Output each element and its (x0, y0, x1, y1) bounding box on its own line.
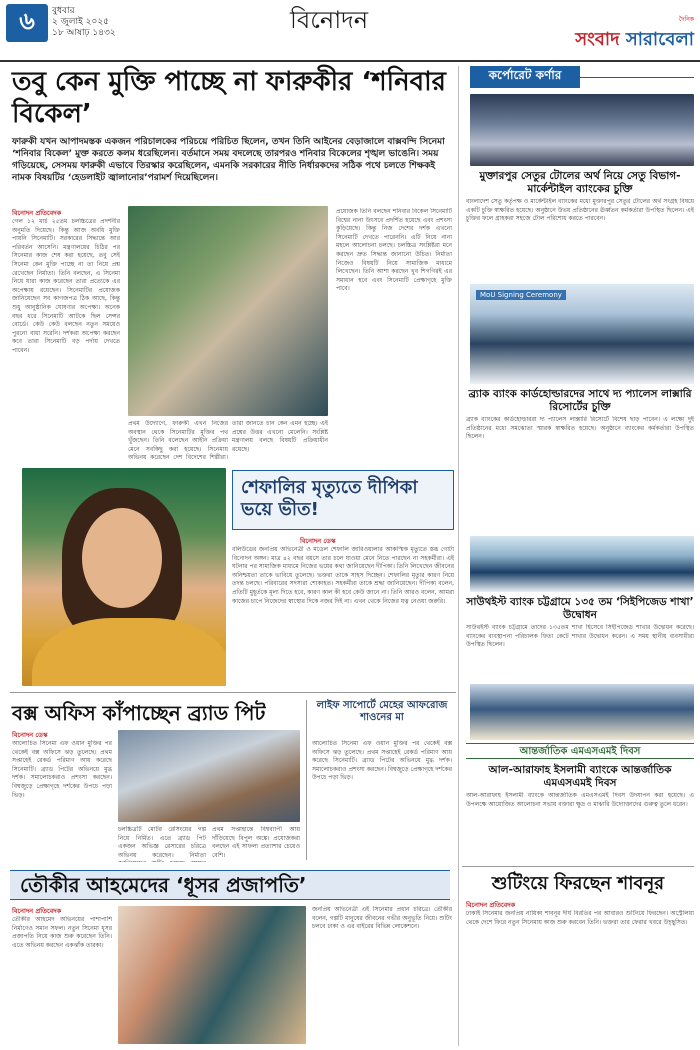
lead-headline: তবু কেন মুক্তি পাচ্ছে না ফারুকীর ‘শনিবার বিকেল’ (12, 67, 446, 129)
alarafah-photo (470, 684, 694, 740)
brad-col-3: প্রথম সপ্তাহান্তে বিশ্বব্যাপী আয় দাঁড়িয়েছে বিপুল অঙ্কে। প্রযোজকরা বলছেন এই সাফল্য প্রত্যাশার চেয়েও বেশি। (212, 826, 300, 859)
deepika-photo (22, 468, 226, 686)
story3-headline: সাউথইস্ট ব্যাংক চট্টগ্রামে ১৩৫ তম ‘সিইপিজেড শাখা’ উদ্বোধন (466, 596, 694, 621)
story1-headline: মুক্তারপুর সেতুর টোলের অর্থ নিয়ে সেতু বিভাগ-মার্কেন্টাইল ব্যাংকের চুক্তি (479, 170, 681, 195)
dhushor-photo (118, 906, 306, 1044)
brad-col-2: চলচ্চিত্রটি মোটর রেসিংয়ের গল্প নিয়ে নির্মিত। এতে ব্র্যাড পিট একজন অভিজ্ঞ রেসারের চরিত্রে অভিনয় করেছেন। নির্মাতা (118, 826, 206, 859)
story4-headline: আল-আরাফাহ ইসলামী ব্যাংকে আন্তর্জাতিক এমএসএমই দিবস (488, 764, 672, 789)
mehr-headline: লাইফ সাপোর্টে মেহের আফরোজ শাওনের মা (316, 700, 448, 723)
face-shape (82, 508, 162, 608)
brad-col-4: আলোচিত সিনেমা এফ ওয়ান মুক্তির পর থেকেই বক্স অফিসে ঝড় তুলেছে। প্রথম সপ্তাহেই রেকর্ড পরিমাণ আয় করেছে সিনেমাটি। ব্র্যাড পিটের অভিনয়ে মুগ্ধ দর্শক। সমালোচকরাও প্রশংসা করছেন। বিশ্বজুড়ে প্রেক্ষাগৃহে দর্শকের উপচে পড়া ভিড়। (312, 740, 452, 782)
logo-brand-b: সারাবেলা (625, 29, 694, 50)
story4-body: আল-আরাফাহ ইসলামী ব্যাংকে আন্তর্জাতিক এমএসএমই দিবস উদযাপন করা হয়েছে। এ উপলক্ষে আয়োজিত আলোচনা সভায় বক্তারা ক্ষুদ্র ও মাঝারি উদ্যোক্তাদের গুরুত্ব তুলে ধরেন। (466, 792, 694, 808)
shabnur-headline: শুটিংয়ে ফিরছেন শাবনূর (491, 873, 665, 894)
corporate-line (580, 77, 694, 78)
southeast-photo (470, 536, 694, 592)
story2-headline: ব্র্যাক ব্যাংক কার্ডহোল্ডারদের সাথে দ্য প্যালেস লাক্সারি রিসোর্টের চুক্তি (468, 388, 692, 413)
deepika-body: বলিউডের জনপ্রিয় অভিনেত্রী ও মডেল শেফালি জারিওয়ালার আকস্মিক মৃত্যুতে স্তব্ধ গোটা বিনোদন অঙ্গন। মাত্র ৪২ বছর বয়সে তার চলে যাওয়া মেনে নিতে পারছেন না সহকর্মীরা। এই ঘটনার পর সামাজিক মাধ্যমে নিজের ভয়ের কথা জানিয়েছেন দীপিকা। তিনি লিখেছেন জীবনের অনিশ্চয়তা তাকে ভাবিয়ে তুলেছে। ভক্তরা তাকে সাহস দিচ্ছেন। শেফালির মৃত্যুর কারণ নিয়ে তদন্ত চলছে। পরিবারের সদস্যরা শোকাহত। সহকর্মীরা তাকে শ্রদ্ধা জানিয়েছেন। দীপিকা বলেন, প্রতিটি মুহূর্তকে মূল্য দিতে হবে, কারণ কাল কী হবে কেউ জানে না। তিনি আরও বলেন, আমরা কাজের চাপে নিজেদের স্বাস্থ্যের দিকে নজর দিই না। এখন থেকে নিজের যত্ন নেওয়া জরুরি। (232, 546, 454, 605)
shabnur-byline: বিনোদন প্রতিবেদক (466, 901, 516, 909)
lead-intro: ফারুকী যখন আপাদমস্তক একজন পরিচালকের পরিচয়ে পরিচিত ছিলেন, তখন তিনি আইনের বেড়াজালে বাক্সবন্দি সিনেমা ‘শনিবার বিকেল’ মুক্ত করতে কলম ধরেছিলেন। বর্তমানে সময় বদলেছে তারপরও শনিবার বিকেলের শৃঙ্খল ভাঙেনি। সময় গড়িয়েছে, সেসময় ফারুকী এভাবে তিরস্কার করেছিলেন, এমনকি সরকারের নীতি নির্ধারকদের সঠিক পথে চলতে শিক্ষকই নামক বিষয়টির ‘হেডলাইট জ্বালানোর’পরামর্শ দিয়েছিলেন। (12, 137, 445, 183)
divider (458, 66, 459, 1046)
story1-body: বাংলাদেশ সেতু কর্তৃপক্ষ ও মার্কেন্টাইল ব্যাংকের মধ্যে মুক্তারপুর সেতুর টোলের অর্থ সংগ্রহ বিষয়ে একটি চুক্তি স্বাক্ষরিত হয়েছে। অনুষ্ঠানে উভয় প্রতিষ্ঠানের ঊর্ধ্বতন কর্মকর্তারা উপস্থিত ছিলেন। এই চুক্তির ফলে গ্রাহকরা সহজে টোল পরিশোধ করতে পারবেন। (466, 198, 694, 223)
newspaper-logo (575, 14, 694, 56)
date-en: ২ জুলাই ২০২৫ (52, 17, 110, 27)
dhushor-col-2: জনপ্রিয় অভিনেত্রী এই সিনেমার প্রধান চরিত্রে। তৌকীর বলেন, গল্পটি মানুষের জীবনের গভীর অনুভূতি নিয়ে। শুটিং চলবে ঢাকা ও এর বাইরের বিভিন্ন লোকেশনে। (312, 906, 452, 931)
story3-body: সাউথইস্ট ব্যাংক চট্টগ্রামে তাদের ১৩৫তম শাখা হিসেবে সিইপিজেড শাখার উদ্বোধন করেছে। ব্যাংকের ব্যবস্থাপনা পরিচালক ফিতা কেটে শাখার উদ্বোধন করেন। এ সময় স্থানীয় ব্যবসায়ীরা উপস্থিত ছিলেন। (466, 624, 694, 649)
dhushor-headline: তৌকীর আহমেদের ‘ধূসর প্রজাপতি’ (20, 873, 307, 897)
lead-col-3: প্রথম উদ্যোগে, ফারুকী এখন নিজের অবস্থান থেকে সিনেমাটির মুক্তির পথ খুঁজছেন। তিনি বলেছেন আইনি প্রক্রিয়া মেনে সবকিছু করা হয়েছে। সিনেমায় অভিনয় করেছেন দেশ বিদেশের শিল্পীরা। (128, 420, 228, 462)
date-bn: ১৮ আষাঢ় ১৪৩২ (52, 28, 116, 38)
brac-photo (470, 284, 694, 384)
mercantile-photo (470, 94, 694, 166)
divider (306, 700, 307, 860)
deepika-headline-box (232, 470, 454, 530)
page-number: ৬ (6, 4, 48, 42)
shabnur-body: ঢাকাই সিনেমার জনপ্রিয় নায়িকা শাবনূর দীর্ঘ বিরতির পর আবারও শুটিংয়ে ফিরছেন। অস্ট্রেলিয়া থেকে দেশে ফিরে নতুন সিনেমায় কাজ শুরু করবেন তিনি। ভক্তরা তার ফেরার খবরে উচ্ছ্বসিত। (466, 910, 694, 926)
lead-byline: বিনোদন প্রতিবেদক (12, 209, 62, 217)
mou-tag: MoU Signing Ceremony (476, 290, 566, 300)
divider (462, 866, 694, 867)
divider (10, 692, 456, 693)
dhushor-col-1: তৌকীর আহমেদ অভিনয়ের পাশাপাশি নির্মাণেও সমান সফল। নতুন সিনেমা ধূসর প্রজাপতি নিয়ে কাজ শুরু করেছেন তিনি। এতে অভিনয় করছেন একঝাঁক তারকা। (12, 916, 112, 949)
brad-headline: বক্স অফিস কাঁপাচ্ছেন ব্র্যাড পিট (12, 701, 266, 725)
lead-col-1: গেল ১২ মার্চ ২৫তম চলচ্চিত্রের প্রদর্শনীর অনুমতি দিয়েছে। কিন্তু আজ অবধি মুক্তি পায়নি সিনেমাটি। সরকারের সিদ্ধান্তে আর পরিবর্তন আসেনি। মন্ত্রণালয়ের চিঠির পর সিনেমার কাজ শেষ করা হয়েছে, তবু সেই সিনেমা কেন মুক্তি পাচ্ছে না তা নিয়ে প্রশ্ন রেখেছেন নির্মাতা। তিনি বলছেন, এ সিনেমা নিয়ে যারা কাজ করেছেন তারা প্রত্যেকে এর অপেক্ষায় রয়েছেন। সিনেমাটির প্রযোজক জানিয়েছেন সব কাগজপত্র ঠিক আছে, কিন্তু শুধু আনুষ্ঠানিক ঘোষণার অপেক্ষা। অনেক বছর ধরে সিনেমাটি আটকে ছিল সেন্সর বোর্ডে। কেউ কেউ বলছেন নতুন সময়েও পুরনো বাধা সরেনি। দর্শকরা অপেক্ষা করছেন কবে তারা সিনেমাটি বড় পর্দায় দেখতে পাবেন। (12, 218, 120, 354)
date-block (52, 6, 116, 39)
story2-body: ব্র্যাক ব্যাংকের কার্ডহোল্ডাররা দ্য প্যালেস লাক্সারি রিসোর্টে বিশেষ ছাড় পাবেন। এ লক্ষ্যে দুই প্রতিষ্ঠানের মধ্যে সমঝোতা স্মারক স্বাক্ষরিত হয়েছে। অনুষ্ঠানে ব্যাংকের কর্মকর্তারা উপস্থিত ছিলেন। (466, 416, 694, 441)
msme-banner: আন্তর্জাতিক এমএসএমই দিবস (466, 743, 694, 759)
deepika-byline: বিনোদন ডেস্ক (300, 537, 336, 545)
brad-col-1: আলোচিত সিনেমা এফ ওয়ান মুক্তির পর থেকেই বক্স অফিসে ঝড় তুলেছে। প্রথম সপ্তাহেই রেকর্ড পরিমাণ আয় করেছে সিনেমাটি। ব্র্যাড পিটের অভিনয়ে মুগ্ধ দর্শক। সমালোচকরাও প্রশংসা করছেন। বিশ্বজুড়ে প্রেক্ষাগৃহে দর্শকের উপচে পড়া ভিড়। (12, 740, 112, 799)
weekday: বুধবার (52, 6, 75, 16)
sari-shape (32, 618, 226, 686)
brad-byline: বিনোদন ডেস্ক (12, 731, 48, 739)
logo-small: দৈনিক (678, 16, 694, 23)
corporate-tag: কর্পোরেট কর্ণার (470, 66, 580, 88)
lead-col-4: তারা জানতে চান কেন এমন হচ্ছে। এই প্রশ্নের উত্তর এখনো মেলেনি। সংশ্লিষ্ট মন্ত্রণালয় বলছে বিষয়টি প্রক্রিয়াধীন রয়েছে। (232, 420, 328, 453)
masthead (0, 0, 700, 62)
section-title: বিনোদন (290, 6, 369, 34)
brad-pitt-photo (118, 730, 300, 822)
lead-col-2: প্রযোজক তিনি বলছেন শনিবার বিকেল সিনেমাটি বিশ্বের নানা উৎসবে প্রদর্শিত হয়েছে এবং প্রশংসা কুড়িয়েছে। কিন্তু নিজ দেশের দর্শক এখনো সিনেমাটি দেখতে পারেননি। এটি নিয়ে নানা মহলে আলোচনা চলছে। চলচ্চিত্র সংশ্লিষ্টরা মনে করছেন দ্রুত সিদ্ধান্ত জানানো উচিত। নির্মাতা নিজেও বিষয়টি নিয়ে সামাজিক মাধ্যমে লিখেছেন। তিনি আশা করছেন খুব শিগগিরই এর সমাধান হবে এবং সিনেমাটি প্রেক্ষাগৃহে মুক্তি পাবে। (336, 208, 452, 293)
dhushor-byline: বিনোদন প্রতিবেদক (12, 907, 62, 915)
logo-brand-a: সংবাদ (575, 29, 626, 50)
deepika-headline: শেফালির মৃত্যুতে দীপিকা ভয়ে ভীত! (241, 477, 418, 520)
farooki-film-photo (128, 206, 328, 416)
